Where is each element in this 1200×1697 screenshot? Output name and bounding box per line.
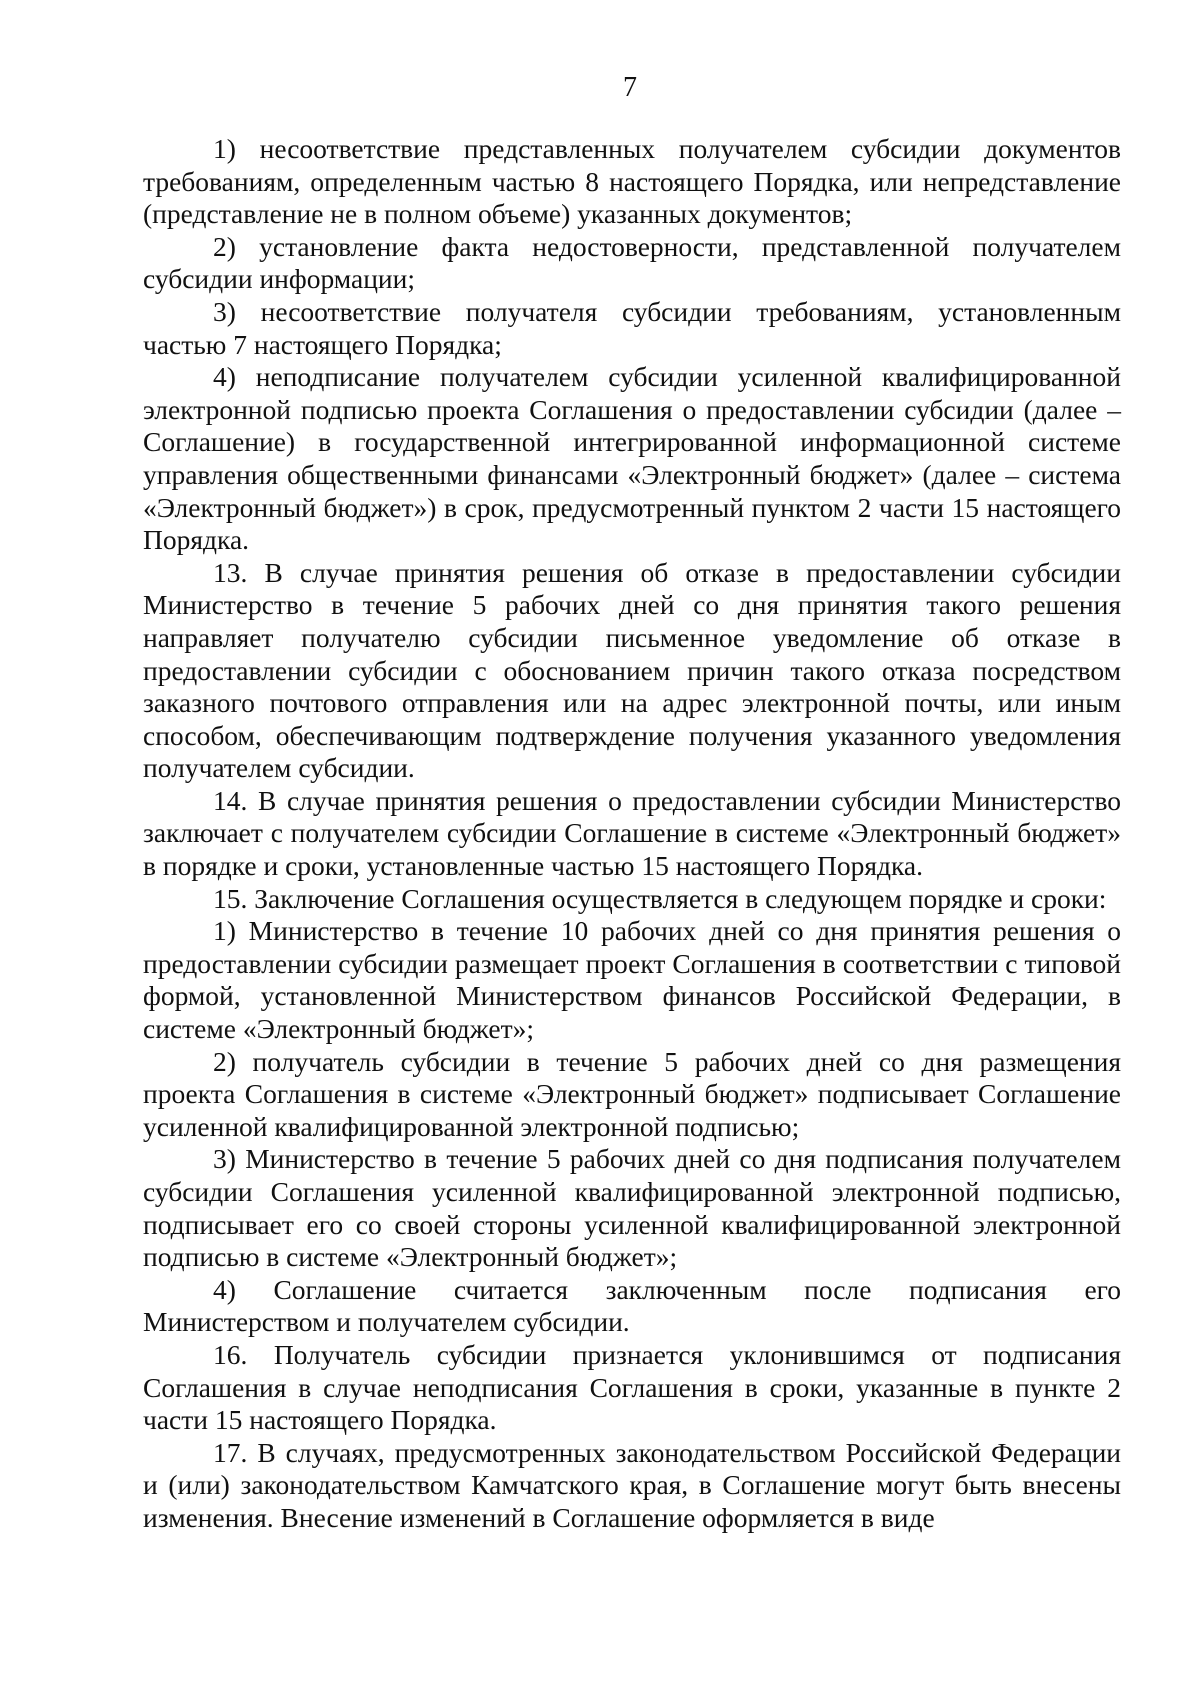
paragraph-17: 17. В случаях, предусмотренных законодательством Российской Федерации и (или) законодательством Камчатского края, в Соглашение могут быть внесены изменения. Внесение изменений в Соглашение оформляется в виде: [143, 1436, 1121, 1533]
paragraph-15-item-1: 1) Министерство в течение 10 рабочих дней со дня принятия решения о предоставлении субсидии размещает проект Соглашения в соответствии с типовой формой, установленной Министерством финансов Российской Федерации, в системе «Электронный бюджет»;: [143, 915, 1121, 1045]
paragraph-item-4: 4) неподписание получателем субсидии усиленной квалифицированной электронной подписью проекта Соглашения о предоставлении субсидии (далее – Соглашение) в государственной интегрированной информационной системе управления общественными финансами «Электронный бюджет» (далее – система «Электронный бюджет») в срок, предусмотренный пунктом 2 части 15 настоящего Порядка.: [143, 361, 1121, 556]
document-body: [143, 133, 1121, 1535]
paragraph-item-3: 3) несоответствие получателя субсидии требованиям, установленным частью 7 настоящего Порядка;: [143, 295, 1121, 360]
paragraph-15: 15. Заключение Соглашения осуществляется в следующем порядке и сроки:: [213, 882, 1107, 914]
paragraph-item-1: 1) несоответствие представленных получателем субсидии документов требованиям, определенным частью 8 настоящего Порядка, или непредставление (представление не в полном объеме) указанных документов;: [143, 133, 1121, 230]
paragraph-15-item-2: 2) получатель субсидии в течение 5 рабочих дней со дня размещения проекта Соглашения в системе «Электронный бюджет» подписывает Соглашение усиленной квалифицированной электронной подписью;: [143, 1045, 1121, 1142]
paragraph-13: 13. В случае принятия решения об отказе в предоставлении субсидии Министерство в течение 5 рабочих дней со дня принятия такого решения направляет получателю субсидии письменное уведомление об отказе в предоставлении субсидии с обоснованием причин такого отказа посредством заказного почтового отправления или на адрес электронной почты, или иным способом, обеспечивающим подтверждение получения указанного уведомления получателем субсидии.: [143, 556, 1121, 784]
paragraph-15-item-3: 3) Министерство в течение 5 рабочих дней со дня подписания получателем субсидии Соглашения усиленной квалифицированной электронной подписью, подписывает его со своей стороны усиленной квалифицированной электронной подписью в системе «Электронный бюджет»;: [143, 1143, 1121, 1273]
paragraph-16: 16. Получатель субсидии признается уклонившимся от подписания Соглашения в случае неподписания Соглашения в сроки, указанные в пункте 2 части 15 настоящего Порядка.: [143, 1338, 1121, 1436]
paragraph-item-2: 2) установление факта недостоверности, представленной получателем субсидии информации;: [143, 230, 1121, 295]
page-number: 7: [623, 72, 637, 103]
paragraph-15-item-4: 4) Соглашение считается заключенным после подписания его Министерством и получателем субсидии.: [143, 1273, 1121, 1338]
paragraph-14: 14. В случае принятия решения о предоставлении субсидии Министерство заключает с получателем субсидии Соглашение в системе «Электронный бюджет» в порядке и сроки, установленные частью 15 настоящего Порядка.: [143, 784, 1121, 882]
